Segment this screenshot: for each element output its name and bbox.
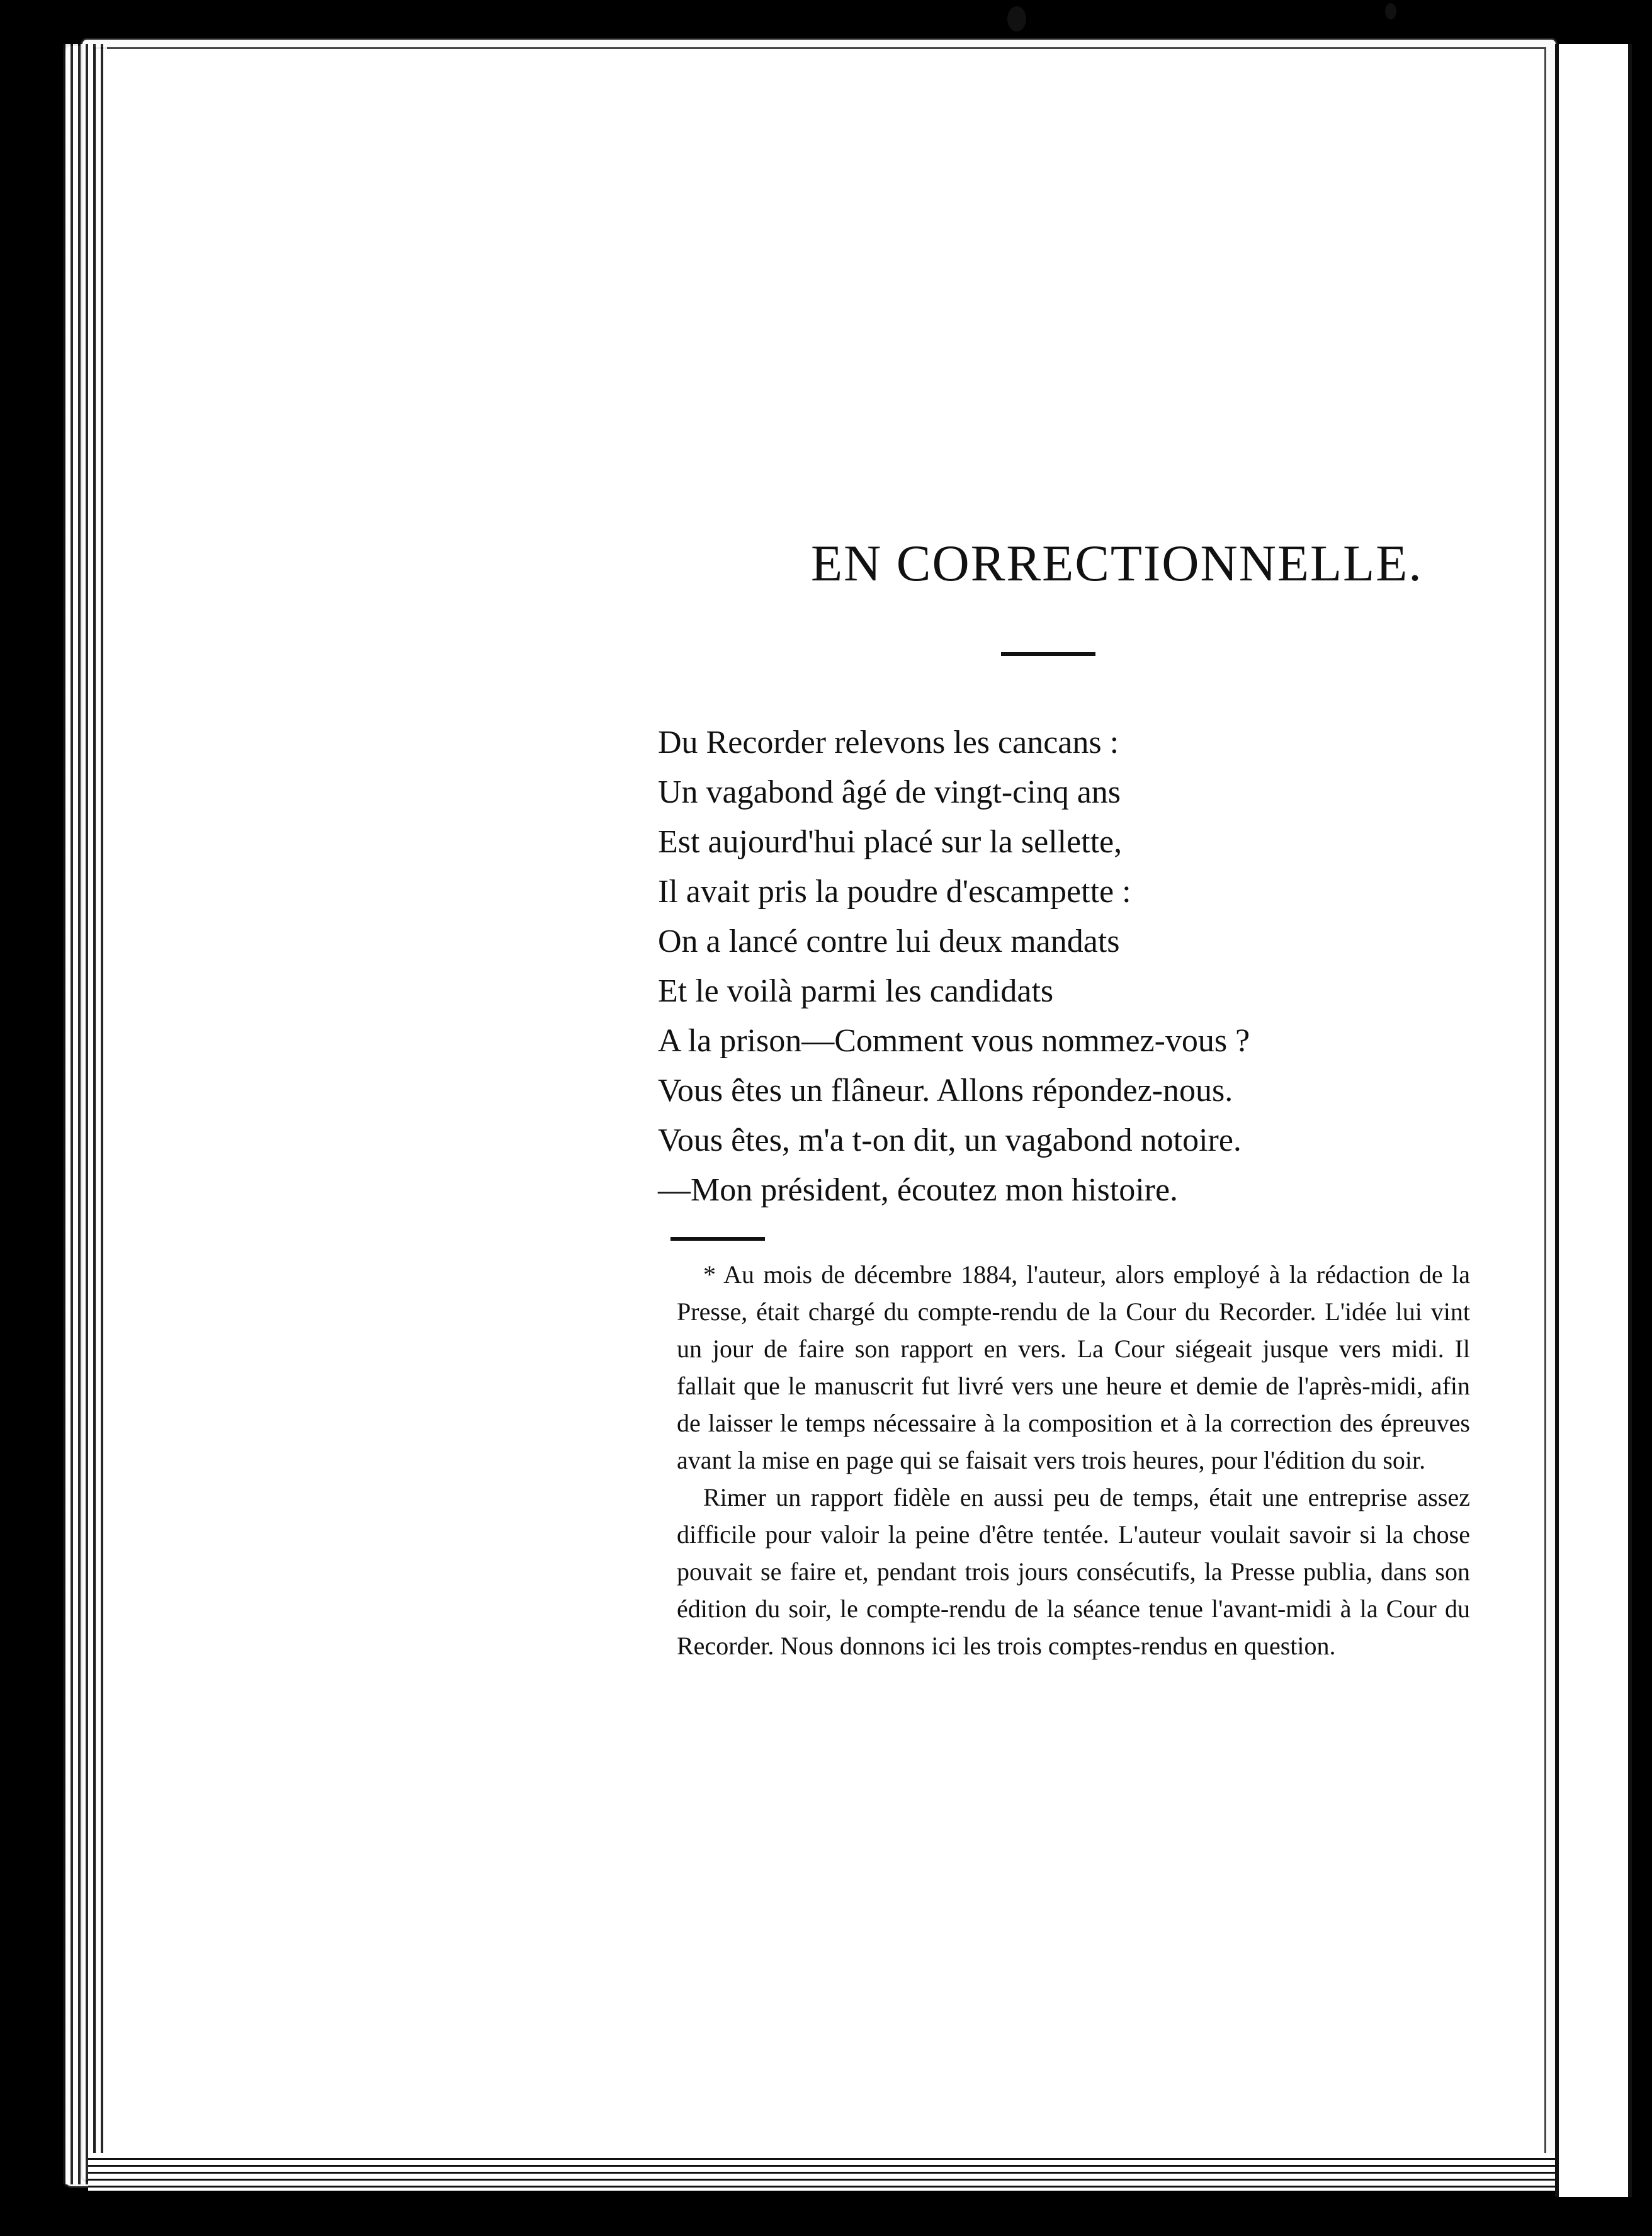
poem-verse [658, 718, 1250, 1215]
verse-line: Du Recorder relevons les cancans : [658, 725, 1119, 760]
scan-speck [1007, 6, 1026, 31]
verse-line: Est aujourd'hui placé sur la sellette, [658, 824, 1123, 860]
verse-line: Vous êtes, m'a t-on dit, un vagabond notoire. [658, 1122, 1242, 1158]
binding-edge [63, 44, 107, 2184]
book-page [151, 57, 1536, 2147]
verse-line: Vous êtes un flâneur. Allons répondez-nous. [658, 1073, 1233, 1109]
page-title: EN CORRECTIONNELLE. [811, 534, 1423, 592]
page-stack-edge [88, 2153, 1555, 2191]
facing-page-edge [1555, 44, 1632, 2197]
verse-line: On a lancé contre lui deux mandats [658, 923, 1120, 959]
verse-line: Il avait pris la poudre d'escampette : [658, 874, 1131, 910]
title-rule [1001, 652, 1095, 656]
verse-line: Un vagabond âgé de vingt-cinq ans [658, 774, 1121, 810]
footnote-rule [670, 1237, 765, 1241]
verse-line: A la prison—Comment vous nommez-vous ? [658, 1023, 1250, 1059]
footnote-paragraph: Rimer un rapport fidèle en aussi peu de temps, était une entreprise assez difficile pour valoir la peine d'être tentée. L'auteur voulait savoir si la chose pouvait se faire et, pendant trois jours consécutifs, la Presse publia, dans son édition du soir, le compte-rendu de la séance tenue l'avant-midi à la Cour du Recorder. Nous donnons ici les trois comptes-rendus en question. [677, 1483, 1470, 1660]
footnote [677, 1256, 1470, 1664]
verse-line: —Mon président, écoutez mon histoire. [658, 1172, 1179, 1208]
verse-line: Et le voilà parmi les candidats [658, 973, 1054, 1009]
scan-speck [1385, 3, 1396, 20]
footnote-paragraph: * Au mois de décembre 1884, l'auteur, alors employé à la rédaction de la Presse, était chargé du compte-rendu de la Cour du Recorder. L'idée lui vint un jour de faire son rapport en vers. La Cour siégeait jusque vers midi. Il fallait que le manuscrit fut livré vers une heure et demie de l'après-midi, afin de laisser le temps nécessaire à la composition et à la correction des épreuves avant la mise en page qui se faisait vers trois heures, pour l'édition du soir. [677, 1260, 1470, 1474]
